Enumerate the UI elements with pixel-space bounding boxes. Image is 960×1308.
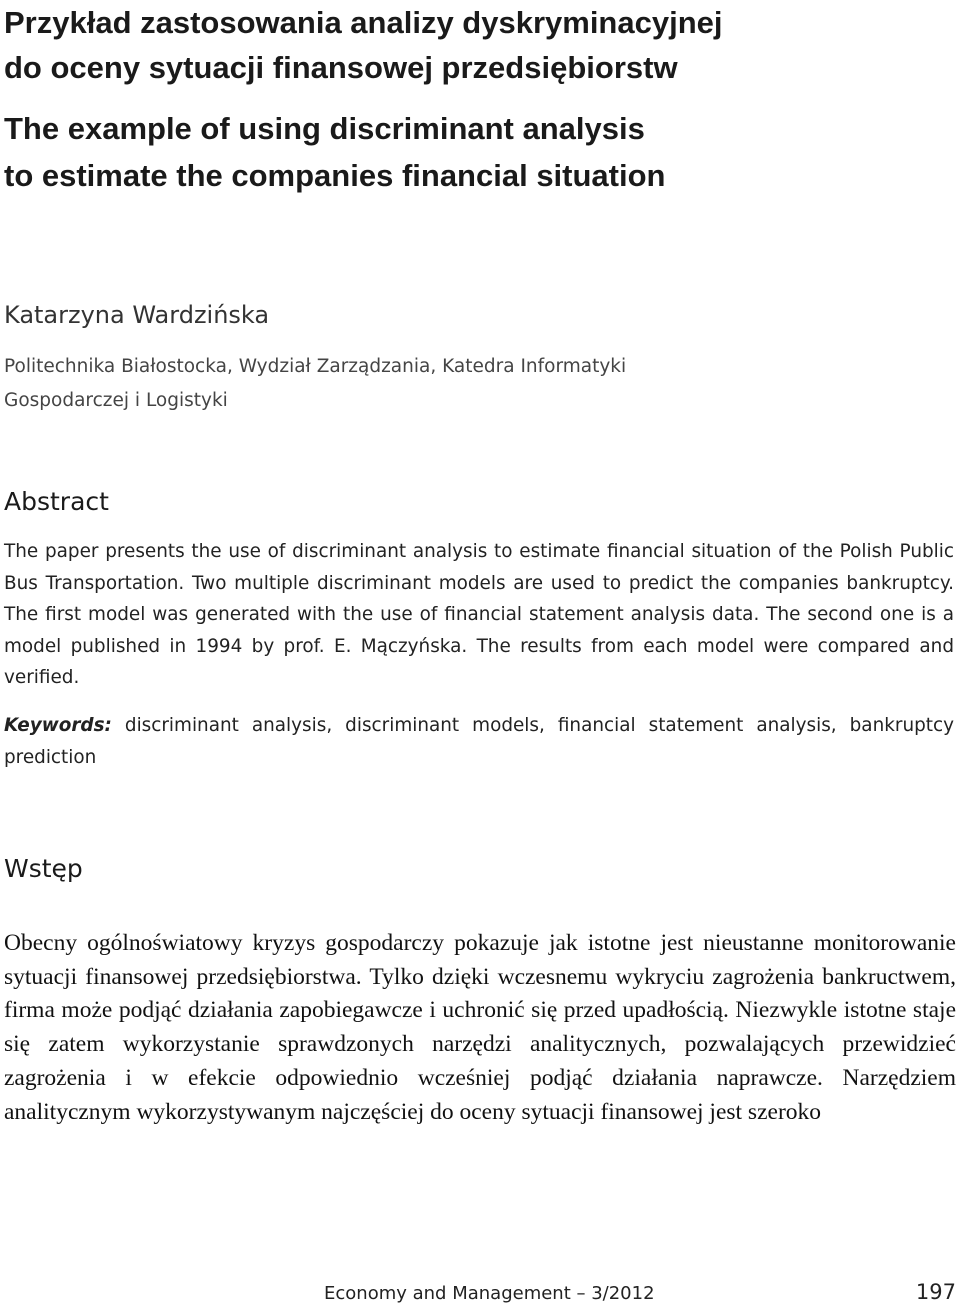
keywords-paragraph [4, 710, 954, 773]
footer-journal-name: Economy and Management – 3/2012 [324, 1283, 655, 1304]
introduction-heading: Wstęp [4, 854, 83, 883]
paper-page [4, 0, 956, 1308]
title-polish-line-2: do oceny sytuacji finansowej przedsiębiorstw [4, 50, 678, 85]
introduction-text: Obecny ogólnoświatowy kryzys gospodarczy pokazuje jak istotne jest nieustanne monitorowanie sytuacji finansowej przedsiębiorstwa. Tylko dzięki wczesnemu wykryciu zagrożenia bankructwem, firma może podjąć działania zapobiegawcze i uchronić się przed upadłością. Niezwykle istotne staje się zatem wykorzystanie sprawdzonych narzędzi analitycznych, pozwalających przewidzieć zagrożenia i w efekcie odpowiednio wcześniej podjąć działania naprawcze. Narzędziem analitycznym wykorzystywanym najczęściej do oceny sytuacji finansowej jest szeroko [4, 930, 956, 1125]
abstract-heading: Abstract [4, 487, 109, 516]
affiliation-line-2: Gospodarczej i Logistyki [4, 390, 228, 411]
title-english-line-1: The example of using discriminant analysis [4, 111, 645, 146]
keywords-label: Keywords: [4, 715, 112, 736]
title-english [4, 105, 954, 199]
keywords-text: discriminant analysis, discriminant models, financial statement analysis, bankruptcy prediction [4, 715, 954, 768]
footer-page-number: 197 [915, 1280, 956, 1304]
affiliation-line-1: Politechnika Białostocka, Wydział Zarządzania, Katedra Informatyki [4, 356, 627, 377]
title-english-line-2: to estimate the companies financial situation [4, 158, 666, 193]
abstract-text: The paper presents the use of discriminant analysis to estimate financial situation of the Polish Public Bus Transportation. Two multiple discriminant models are used to predict the companies bankruptcy. The first model was generated with the use of financial statement analysis data. The second one is a model published in 1994 by prof. E. Mączyńska. The results from each model were compared and verified. [4, 541, 954, 689]
author-name: Katarzyna Wardzińska [4, 301, 270, 329]
title-polish-line-1: Przykład zastosowania analizy dyskryminacyjnej [4, 5, 723, 40]
author-affiliation [4, 350, 954, 418]
title-polish [4, 0, 954, 90]
